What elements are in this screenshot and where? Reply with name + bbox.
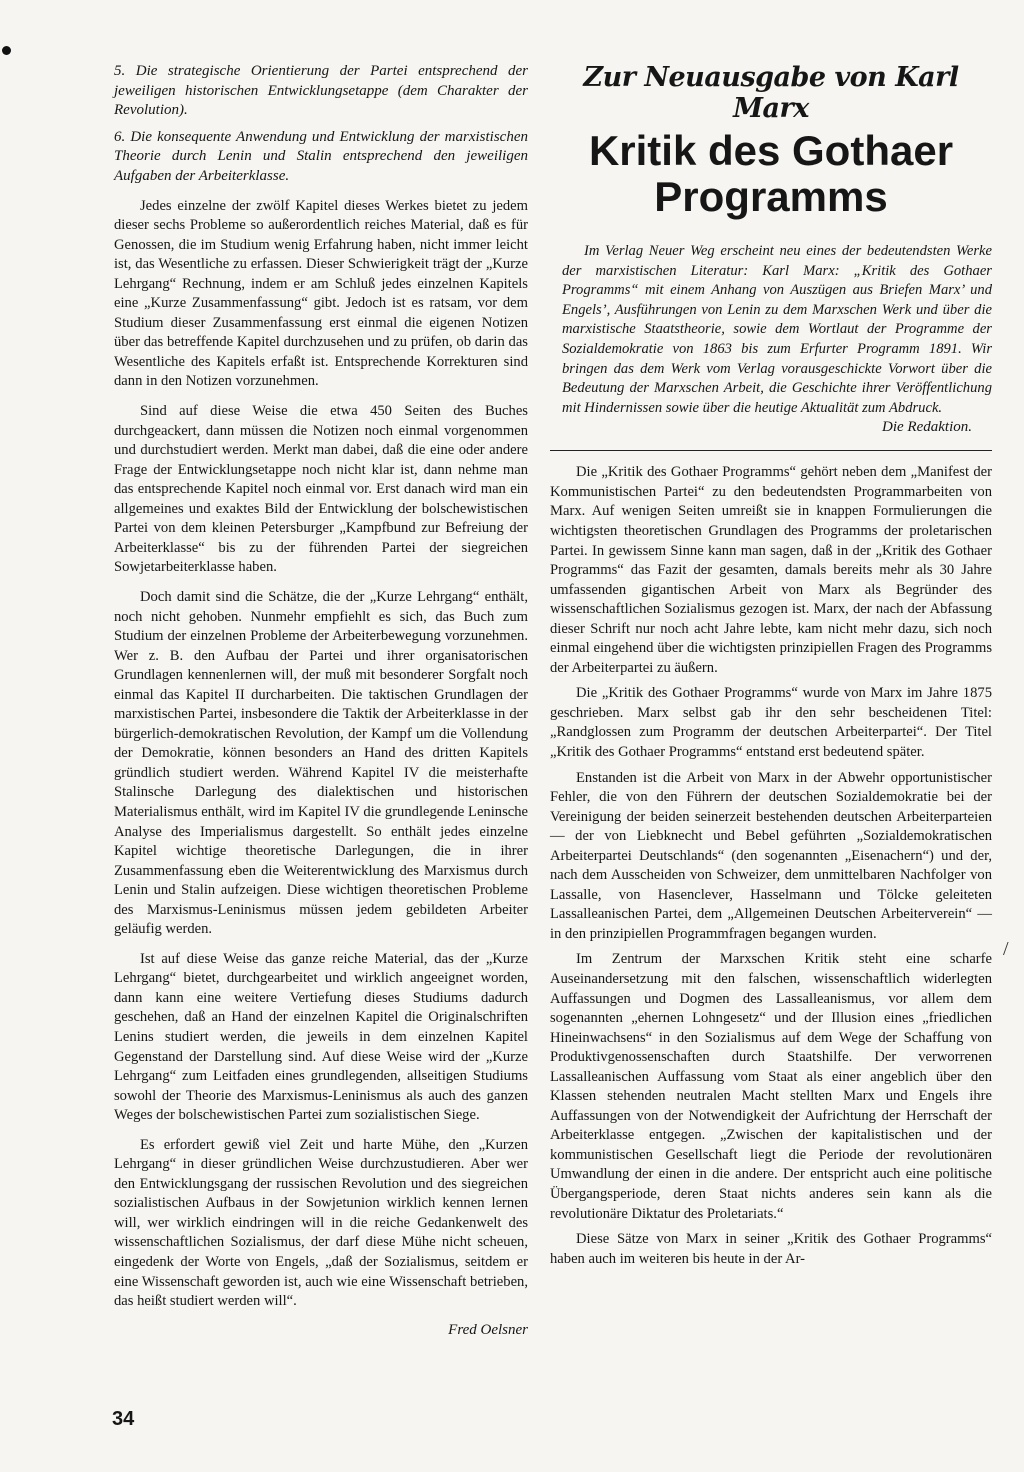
paragraph: Im Zentrum der Marxschen Kritik steht eine scharfe Auseinandersetzung mit den falschen, wissenschaftlich widerlegten Auffassungen und Dogmen des Lassalleanismus, vor allem dem sogenannten „ehernen Lohngesetz“ und der Illusion eines „friedlichen Hineinwachsens“ in den Sozialismus auf dem Wege der Schaffung von Produktivgenossenschaften durch Staatshilfe. Der verworrenen Lassalleanischen Auffassung vom Staat als einer angeblich über den Klassen stehenden neutralen Macht stellten Marx und Engels ihre Auffassungen von der Notwendigkeit der Aufrichtung der Herrschaft der Arbeiterklasse entgegen. „Zwischen der kapitalistischen und der kommunistischen Gesellschaft liegt die Periode der revolutionären Umwandlung der einen in die andere. Der entspricht auch eine politische Übergangsperiode, deren Staat nichts anderes sein kann als die revolutionäre Diktatur des Proletariats.“ [550,951,992,1222]
page-number: 34 [112,1408,135,1430]
kicker-line: Zur Neuausgabe von Karl Marx [583,62,959,124]
left-article-body [114,197,528,1312]
paragraph: Die „Kritik des Gothaer Programms“ wurde von Marx im Jahre 1875 geschrieben. Marx selbst gab ihr den sehr bescheidenen Titel: „Randglossen zum Programm der deutschen Arbeiterpartei“. Der Titel „Kritik des Gothaer Programms“ entstand erst bedeutend später. [550,685,992,760]
editor-credit: Die Redaktion. [882,419,972,436]
paragraph: Enstanden ist die Arbeit von Marx in der Abwehr opportunistischer Fehler, die von den Führern der deutschen Sozialdemokratie bei der Vereinigung der beiden seinerzeit bestehenden deutschen Arbeiterparteien — der von Liebknecht und Bebel geführten „Sozialdemokratischen Arbeiterpartei Deutschlands“ (den sogenannten „Eisenachern“) und der, nach dem Ausscheiden von Schweizer, dem unmittelbaren Nachfolger von Lassalle, von Hasenclever, Hasselmann und Tölcke geleiteten Lassalleanischen Partei, dem „Allgemeinen Deutschen Arbeiterverein“ — in den prinzipiellen Programmfragen begangen wurden. [550,769,992,942]
paragraph: Sind auf diese Weise die etwa 450 Seiten des Buches durchgeackert, dann müssen die Notizen noch einmal vorgenommen und durchstudiert werden. Merkt man dabei, daß die eine oder andere Frage der Entwicklungsetappe noch nicht klar ist, dann nehme man das entsprechende Kapitel noch einmal vor. Erst danach wird man ein allgemeines und exaktes Bild der Entwicklung der bolschewistischen Partei von dem kleinen Petersburger „Kampfbund zur Befreiung der Arbeiterklasse“ bis zu der führenden Partei der siegreichen Sowjetarbeiterklasse haben. [114,403,528,576]
article-headline: Kritik des Gothaer Programms [588,127,954,220]
punch-hole-mark [2,46,11,55]
list-item: 6. Die konsequente Anwendung und Entwicklung der marxistischen Theorie durch Lenin und Stalin entsprechend den jeweiligen Aufgaben der Arbeiterklasse. [114,128,528,184]
paragraph: Ist auf diese Weise das ganze reiche Material, das der „Kurze Lehrgang“ bietet, durchgearbeitet und wirklich angeeignet worden, dann kann eine weitere Vertiefung dieses Studiums dadurch geschehen, daß an Hand der einzelnen Kapitel die Originalschriften Lenins studiert werden, die jeweils in dem einzelnen Kapitel Gegenstand der Darstellung sind. Auf diese Weise wird der „Kurze Lehrgang“ zum Leitfaden eines grundlegenden, allseitigen Studiums sowohl der Theorie des Marxismus-Leninismus als auch des ganzen Weges der bolschewistischen Partei zum sozialistischen Siege. [114,950,528,1124]
numbered-list [114,62,528,187]
right-column [550,62,992,1275]
author-signature: Fred Oelsner [448,1321,528,1338]
paragraph: Diese Sätze von Marx in seiner „Kritik des Gothaer Programms“ haben auch im weiteren bis heute in der Ar- [550,1231,992,1267]
right-article-body [550,463,992,1269]
left-column [114,62,528,1339]
paragraph: Die „Kritik des Gothaer Programms“ gehört neben dem „Manifest der Kommunistischen Partei“ zu den bedeutendsten Programmarbeiten von Marx. Auf wenigen Seiten umreißt sie in knappen Formulierungen die wichtigsten theoretischen Grundlagen des Programms der proletarischen Partei. In gewissem Sinne kann man sagen, daß in der „Kritik des Gothaer Programms“ das Fazit der gesamten, damals bereits mehr als 30 Jahre umfassenden gigantischen Arbeit von Marx als Begründer des wissenschaftlichen Sozialismus gezogen ist. Marx, der nach der Abfassung dieser Schrift nur noch acht Jahre lebte, kam nicht mehr dazu, sich noch einmal eingehend über die wichtigsten prinzipiellen Fragen des Programms der Arbeiterpartei zu äußern. [550,464,992,676]
intro-text: Im Verlag Neuer Weg erscheint neu eines der bedeutendsten Werke der marxistischen Literatur: Karl Marx: „Kritik des Gothaer Programms“ mit einem Anhang von Auszügen aus Briefen Marx’ und Engels’, Ausführungen von Lenin zu dem Marxschen Werk und über die marxistische Staatstheorie, sowie dem Wortlaut der Programme der Sozialdemokratie von 1863 bis zum Erfurter Programm 1891. Wir bringen das dem Werk vom Verlag vorausgeschickte Vorwort über die Bedeutung der Marxschen Arbeit, die Geschichte ihrer Veröffentlichung mit Hindernissen sowie über die heutige Aktualität zum Abdruck. [562,243,992,416]
separator-rule [550,450,992,451]
margin-mark: / [1003,938,1009,960]
editorial-intro [550,242,992,418]
paragraph: Es erfordert gewiß viel Zeit und harte Mühe, den „Kurzen Lehrgang“ in dieser gründlichen Weise durchzustudieren. Aber wer den Entwicklungsgang der russischen Revolution und des siegreichen sozialistischen Aufbaus in der Sowjetunion wirklich kennen lernen will, wer wirklich eindringen will in die reiche Gedankenwelt des wissenschaftlichen Sozialismus, der darf diese Mühe nicht scheuen, eingedenk der Worte von Engels, „daß der Sozialismus, seitdem er eine Wissenschaft geworden ist, auch wie eine Wissenschaft betrieben, das heißt studiert werden will“. [114,1136,528,1310]
list-item: 5. Die strategische Orientierung der Partei entsprechend der jeweiligen historischen Entwicklungsetappe (dem Charakter der Revolution). [114,63,528,119]
paragraph: Jedes einzelne der zwölf Kapitel dieses Werkes bietet zu jedem dieser sechs Probleme so außerordentlich reiches Material, daß es für Genossen, die im Studium wenig Erfahrung haben, nicht immer leicht ist, das Wesentliche zu erfassen. Dieser Schwierigkeit trägt der „Kurze Lehrgang“ Rechnung, indem er am Schluß jedes einzelnen Kapitels eine „Kurze Zusammenfassung“ gibt. Jedoch ist es ratsam, vor dem Studium dieser Zusammenfassung erst einmal die eigenen Notizen über das betreffende Kapitel durchzusehen und zu prüfen, ob darin das Wesentliche des Kapitels erfaßt ist. Entsprechende Korrekturen sind dann in den Notizen vorzunehmen. [114,197,528,390]
paragraph: Doch damit sind die Schätze, die der „Kurze Lehrgang“ enthält, noch nicht gehoben. Nunmehr empfiehlt es sich, das Buch zum Studium der einzelnen Probleme der Arbeiterbewegung vorzunehmen. Wer z. B. den Aufbau der Partei und ihrer organisatorischen Grundlagen kennenlernen will, der muß mit besonderer Sorgfalt noch einmal das Kapitel II durcharbeiten. Die taktischen Grundlagen der marxistischen Partei, insbesondere die Taktik der Arbeiterklasse in der bürgerlich-demokratischen Revolution, der Kampf um die Vollendung der Demokratie, können besonders an Hand des dritten Kapitels gründlich studiert werden. Während Kapitel IV die meisterhafte Stalinsche Darlegung des dialektischen und historischen Materialismus enthält, wird im Kapitel IV die grundlegende Leninsche Analyse des Imperialismus dargestellt. So enthält jedes einzelne Kapitel wichtige theoretische Darlegungen, die in ihrer Zusammenfassung eben die Weiterentwicklung des Marxismus durch Lenin und Stalin aufzeigen. Diese wichtigen theoretischen Probleme des Marxismus-Leninismus müssen jedem gebildeten Arbeiter geläufig werden. [114,588,528,938]
